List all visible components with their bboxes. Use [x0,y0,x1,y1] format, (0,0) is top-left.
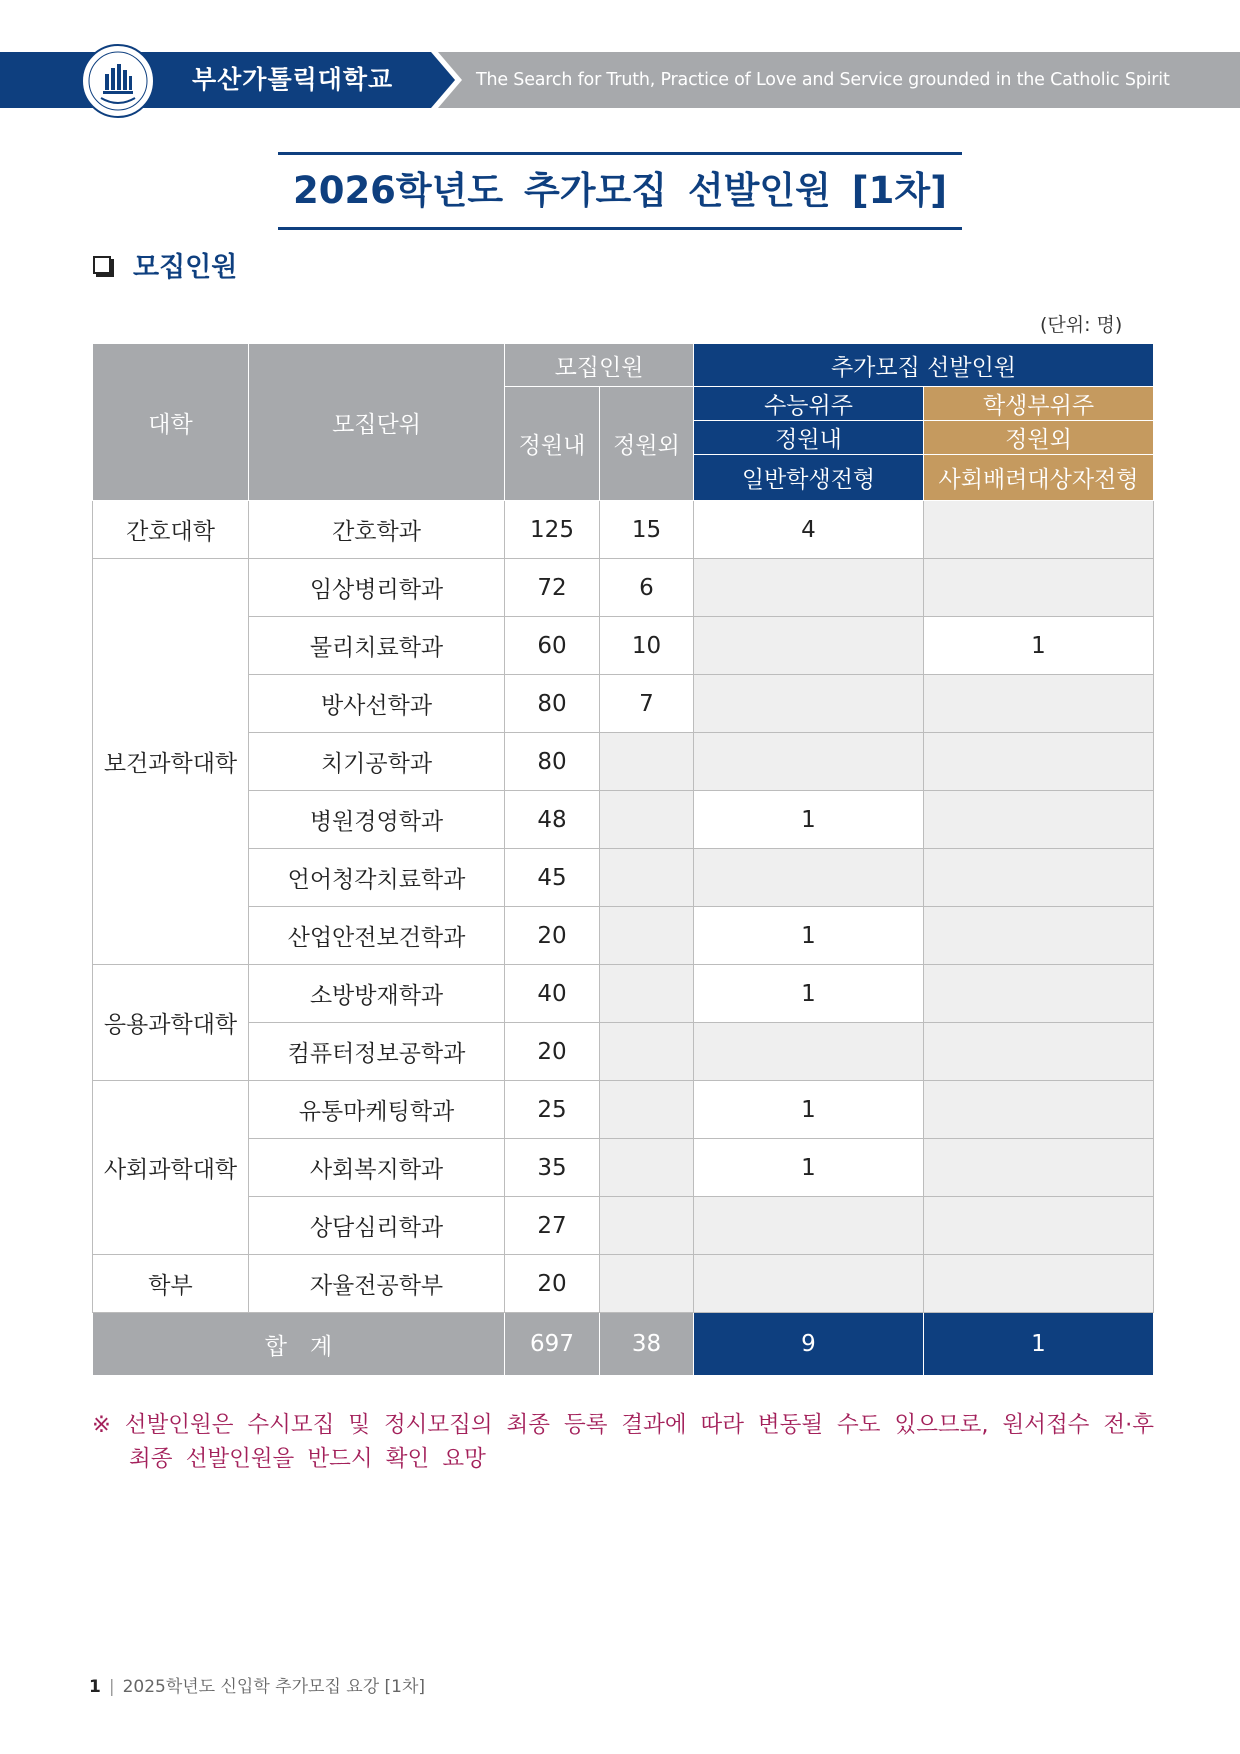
college-cell: 응용과학대학 [93,965,249,1081]
recruit-in-cell: 20 [505,907,600,965]
record-cell [924,849,1154,907]
notice-word: 변동될 [757,1412,824,1438]
suneung-cell [694,849,924,907]
unit-cell: 유통마케팅학과 [249,1081,505,1139]
university-name: 부산가톨릭대학교 [192,65,394,94]
header-record-quota: 정원외 [924,421,1154,455]
notice-line-2: 최종 선발인원을 반드시 확인 요망 [129,1446,486,1472]
notice-word: 정시모집의 [383,1412,493,1438]
table-row [93,965,1154,1023]
recruit-in-cell: 48 [505,791,600,849]
suneung-cell [694,733,924,791]
header-recruit: 모집인원 [505,344,694,387]
recruit-in-cell: 60 [505,617,600,675]
recruit-in-cell: 27 [505,1197,600,1255]
footer-doc-title: 2025학년도 신입학 추가모집 요강 [1차] [122,1677,426,1697]
record-cell [924,907,1154,965]
suneung-cell: 4 [694,501,924,559]
unit-cell: 언어청각치료학과 [249,849,505,907]
header-suneung-type: 일반학생전형 [694,455,924,501]
suneung-cell: 1 [694,1139,924,1197]
page-number: 1 [89,1677,101,1697]
recruit-out-cell: 6 [600,559,694,617]
notice-word: 전·후 [1103,1412,1154,1438]
record-cell [924,675,1154,733]
college-cell: 사회과학대학 [93,1081,249,1255]
recruit-in-cell: 80 [505,733,600,791]
recruit-in-cell: 35 [505,1139,600,1197]
footer-separator: | [108,1677,115,1697]
unit-cell: 산업안전보건학과 [249,907,505,965]
suneung-cell [694,1023,924,1081]
suneung-cell [694,1255,924,1313]
header-suneung: 수능위주 [694,387,924,421]
unit-cell: 사회복지학과 [249,1139,505,1197]
suneung-cell [694,559,924,617]
unit-cell: 컴퓨터정보공학과 [249,1023,505,1081]
record-cell: 1 [924,617,1154,675]
college-cell: 간호대학 [93,501,249,559]
recruit-in-cell: 40 [505,965,600,1023]
recruit-out-cell: 7 [600,675,694,733]
suneung-cell: 1 [694,1081,924,1139]
notice-word: 및 [348,1412,371,1438]
header-unit: 모집단위 [249,344,505,501]
unit-cell: 임상병리학과 [249,559,505,617]
suneung-cell [694,617,924,675]
recruit-out-cell: 15 [600,501,694,559]
notice-word: 선발인원은 [124,1412,234,1438]
section-heading [93,248,237,288]
header-college: 대학 [93,344,249,501]
college-cell: 보건과학대학 [93,559,249,965]
table-row [93,617,1154,675]
table-row [93,733,1154,791]
recruit-out-cell [600,965,694,1023]
record-cell [924,559,1154,617]
unit-cell: 간호학과 [249,501,505,559]
university-seal-icon [81,44,155,118]
recruit-out-cell [600,1255,694,1313]
record-cell [924,965,1154,1023]
college-cell: 학부 [93,1255,249,1313]
notice-word: 결과에 [621,1412,687,1438]
suneung-cell: 1 [694,791,924,849]
table-row [93,1139,1154,1197]
notice-word: ※ [92,1412,111,1438]
recruit-out-cell [600,849,694,907]
total-recruit-in: 697 [505,1313,600,1376]
unit-cell: 병원경영학과 [249,791,505,849]
table-row [93,1023,1154,1081]
notice-word: 있으므로, [894,1412,989,1438]
checkbox-square-icon [93,256,111,274]
notice-word: 수시모집 [247,1412,335,1438]
unit-cell: 자율전공학부 [249,1255,505,1313]
record-cell [924,1081,1154,1139]
section-title: 모집인원 [133,252,238,283]
page-footer [89,1672,425,1697]
total-row [93,1313,1154,1376]
table-row [93,559,1154,617]
recruit-in-cell: 80 [505,675,600,733]
record-cell [924,1197,1154,1255]
header-record: 학생부위주 [924,387,1154,421]
recruit-out-cell [600,791,694,849]
unit-cell: 상담심리학과 [249,1197,505,1255]
suneung-cell [694,1197,924,1255]
recruit-out-cell [600,1081,694,1139]
recruit-in-cell: 25 [505,1081,600,1139]
university-motto: The Search for Truth, Practice of Love and Service grounded in the Catholic Spirit [476,70,1170,90]
notice-word: 등록 [563,1412,608,1438]
header-suneung-quota: 정원내 [694,421,924,455]
suneung-cell: 1 [694,965,924,1023]
notice-line-1 [92,1408,1154,1442]
unit-cell: 소방방재학과 [249,965,505,1023]
recruit-out-cell [600,1197,694,1255]
record-cell [924,1023,1154,1081]
header-recruit-in: 정원내 [505,387,600,501]
recruit-out-cell [600,1139,694,1197]
recruit-in-cell: 72 [505,559,600,617]
notice-word: 수도 [837,1412,881,1438]
recruit-in-cell: 20 [505,1255,600,1313]
notice-word: 원서접수 [1002,1412,1090,1438]
page-title: 2026학년도 추가모집 선발인원 [1차] [278,152,962,230]
unit-cell: 물리치료학과 [249,617,505,675]
unit-label: (단위: 명) [1040,314,1123,336]
table-row [93,501,1154,559]
header-additional: 추가모집 선발인원 [694,344,1154,387]
record-cell [924,733,1154,791]
unit-cell: 방사선학과 [249,675,505,733]
record-cell [924,1139,1154,1197]
table-row [93,791,1154,849]
notice-word: 최종 [506,1412,551,1438]
header-recruit-out: 정원외 [600,387,694,501]
table-row [93,849,1154,907]
notice-word: 따라 [700,1412,744,1438]
recruit-out-cell [600,733,694,791]
total-record: 1 [924,1313,1154,1376]
header-record-type: 사회배려대상자전형 [924,455,1154,501]
recruit-out-cell: 10 [600,617,694,675]
suneung-cell: 1 [694,907,924,965]
unit-cell: 치기공학과 [249,733,505,791]
table-row [93,1255,1154,1313]
notice [92,1408,1154,1476]
total-recruit-out: 38 [600,1313,694,1376]
recruit-in-cell: 20 [505,1023,600,1081]
record-cell [924,501,1154,559]
table-row [93,675,1154,733]
recruit-out-cell [600,907,694,965]
recruit-out-cell [600,1023,694,1081]
total-label: 합 계 [93,1313,505,1376]
header-band [0,52,1240,108]
record-cell [924,791,1154,849]
recruit-in-cell: 125 [505,501,600,559]
table-row [93,1197,1154,1255]
suneung-cell [694,675,924,733]
recruit-in-cell: 45 [505,849,600,907]
record-cell [924,1255,1154,1313]
recruitment-table [92,343,1154,1376]
table-row [93,1081,1154,1139]
total-suneung: 9 [694,1313,924,1376]
table-row [93,907,1154,965]
